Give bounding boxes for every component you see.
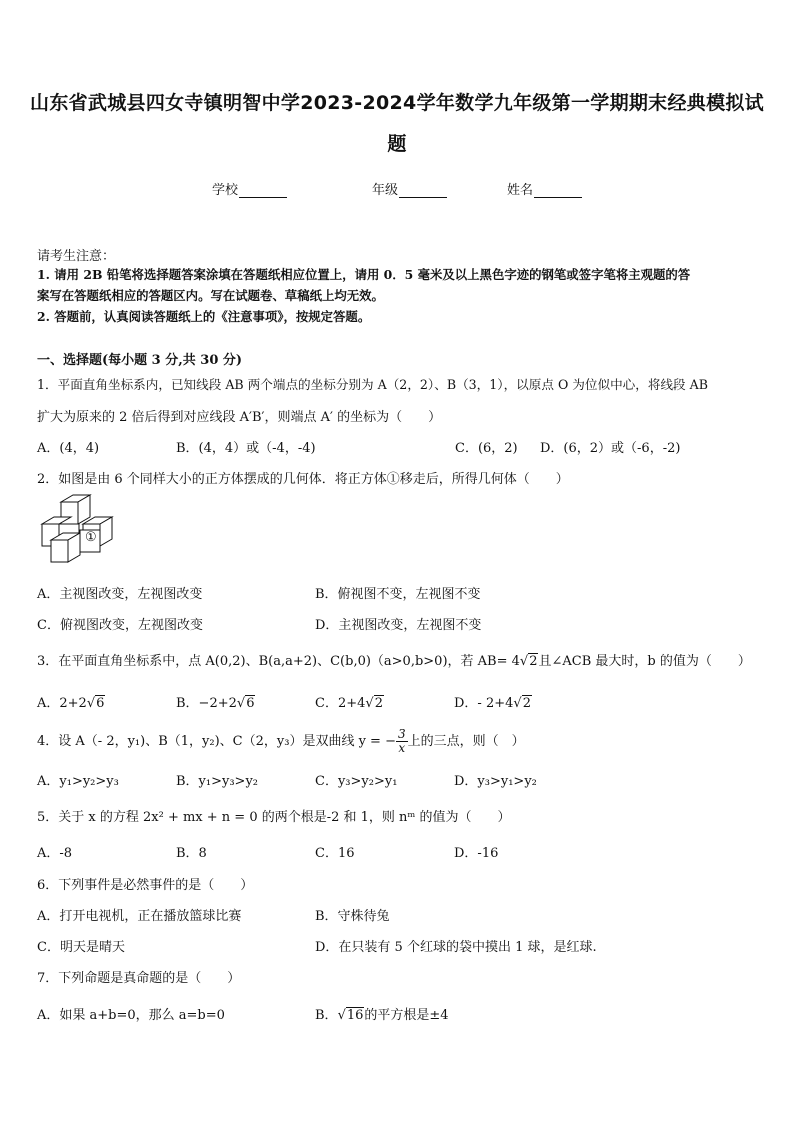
notice-item-2: 2. 答题前，认真阅读答题纸上的《注意事项》，按规定答题。: [37, 309, 371, 324]
q4-option-a: A．y₁>y₂>y₃: [37, 774, 119, 789]
q3-option-b-text: B．−2+2: [176, 696, 237, 711]
notice-item-1-cont: 案写在答题纸相应的答题区内。写在试题卷、草稿纸上均无效。: [37, 288, 384, 303]
q1-option-c: C．(6，2): [455, 441, 518, 456]
q1-option-d: D．(6，2）或（-6，-2): [540, 441, 681, 456]
notice-heading: 请考生注意：: [37, 249, 116, 264]
q6-option-a: A．打开电视机，正在播放篮球比赛: [37, 909, 242, 924]
q2-option-b: B．俯视图不变，左视图不变: [315, 587, 481, 602]
q3-option-c-text: C．2+4: [315, 696, 366, 711]
cube-stack-drawing: [37, 494, 117, 576]
q3-option-a-sqrt: 6: [96, 696, 105, 711]
q3-option-a: A．2+2√6: [37, 696, 105, 711]
question-6-stem: 6．下列事件是必然事件的是（ ）: [37, 878, 254, 893]
q4-stem-part2: 上的三点，则（ ）: [407, 734, 525, 749]
q3-option-b-sqrt: 6: [246, 696, 255, 711]
name-field[interactable]: [507, 179, 582, 198]
q4-fraction-denominator: x: [398, 741, 406, 755]
q3-option-b: B．−2+2√6: [176, 696, 255, 711]
q3-stem-part2: 且∠ACB 最大时，b 的值为（ ）: [538, 654, 751, 669]
exam-title-continued: 题: [387, 133, 407, 155]
question-1-stem: 1．平面直角坐标系内，已知线段 AB 两个端点的坐标分别为 A（2，2）、B（3，1），以原点 O 为位似中心，将线段 AB: [37, 377, 708, 392]
question-4-stem: [37, 728, 525, 755]
question-7-stem: 7．下列命题是真命题的是（ ）: [37, 971, 241, 986]
q4-option-c: C．y₃>y₂>y₁: [315, 774, 398, 789]
q3-option-c: C．2+4√2: [315, 696, 383, 711]
q5-option-a: A．-8: [37, 846, 73, 861]
q4-stem-part1: 4．设 A（- 2，y₁)、B（1，y₂)、C（2，y₃）是双曲线 y = −: [37, 734, 396, 749]
question-3-stem: 3．在平面直角坐标系中，点 A(0,2)、B(a,a+2)、C(b,0)（a>0,b>0)，若 AB= 4√2且∠ACB 最大时，b 的值为（ ）: [37, 654, 751, 669]
q2-option-a: A．主视图改变，左视图改变: [37, 587, 203, 602]
q1-option-b: B．(4，4）或（-4，-4): [176, 441, 316, 456]
question-5-stem: 5．关于 x 的方程 2x² + mx + n = 0 的两个根是-2 和 1，则 nᵐ 的值为（ ）: [37, 810, 511, 825]
q7-option-a: A．如果 a+b=0，那么 a=b=0: [37, 1008, 225, 1023]
q5-option-d: D．-16: [454, 846, 499, 861]
notice-item-1: 1. 请用 2B 铅笔将选择题答案涂填在答题纸相应位置上，请用 0．5 毫米及以上黑色字迹的钢笔或签字笔将主观题的答: [37, 267, 691, 282]
q7-option-b-suffix: 的平方根是±4: [364, 1008, 449, 1023]
q3-option-d-sqrt: 2: [522, 696, 531, 711]
school-label: 学校: [212, 183, 239, 198]
name-blank[interactable]: [534, 184, 582, 198]
cube-stack-figure: [37, 494, 117, 580]
exam-title: 山东省武城县四女寺镇明智中学2023-2024学年数学九年级第一学期期末经典模拟试: [30, 92, 764, 114]
q3-option-c-sqrt: 2: [374, 696, 383, 711]
q3-stem-part1: 3．在平面直角坐标系中，点 A(0,2)、B(a,a+2)、C(b,0)（a>0,b>0)，若 AB= 4: [37, 654, 520, 669]
q5-option-b: B．8: [176, 846, 207, 861]
question-2-stem: 2．如图是由 6 个同样大小的正方体摆成的几何体．将正方体①移走后，所得几何体（ ）: [37, 472, 569, 487]
grade-field[interactable]: [372, 179, 447, 198]
question-1-stem-cont: 扩大为原来的 2 倍后得到对应线段 A′B′，则端点 A′ 的坐标为（ ）: [37, 410, 442, 425]
q6-option-c: C．明天是晴天: [37, 940, 125, 955]
q4-option-d: D．y₃>y₁>y₂: [454, 774, 537, 789]
q7-option-b-prefix: B．: [315, 1008, 338, 1023]
q6-option-d: D．在只装有 5 个红球的袋中摸出 1 球，是红球.: [315, 940, 597, 955]
q2-option-d: D．主视图改变，左视图不变: [315, 618, 482, 633]
cube-1-label: ①: [85, 530, 97, 545]
q3-sqrt-value: 2: [529, 654, 538, 669]
q2-option-c: C．俯视图改变，左视图改变: [37, 618, 203, 633]
q5-option-c: C．16: [315, 846, 355, 861]
grade-label: 年级: [372, 183, 399, 198]
q4-fraction: [396, 728, 408, 755]
q3-option-d: D．- 2+4√2: [454, 696, 531, 711]
q3-option-d-text: D．- 2+4: [454, 696, 514, 711]
q6-option-b: B．守株待兔: [315, 909, 390, 924]
q4-option-b: B．y₁>y₃>y₂: [176, 774, 259, 789]
q1-option-a: A．(4，4): [37, 441, 100, 456]
q7-option-b-sqrt: 16: [346, 1008, 364, 1023]
school-field[interactable]: [212, 179, 287, 198]
q7-option-b: B．√16的平方根是±4: [315, 1008, 449, 1023]
school-blank[interactable]: [239, 184, 287, 198]
q4-fraction-numerator: 3: [397, 727, 406, 741]
q3-option-a-text: A．2+2: [37, 696, 87, 711]
grade-blank[interactable]: [399, 184, 447, 198]
section-heading: 一、选择题(每小题 3 分,共 30 分): [37, 353, 243, 368]
name-label: 姓名: [507, 183, 534, 198]
